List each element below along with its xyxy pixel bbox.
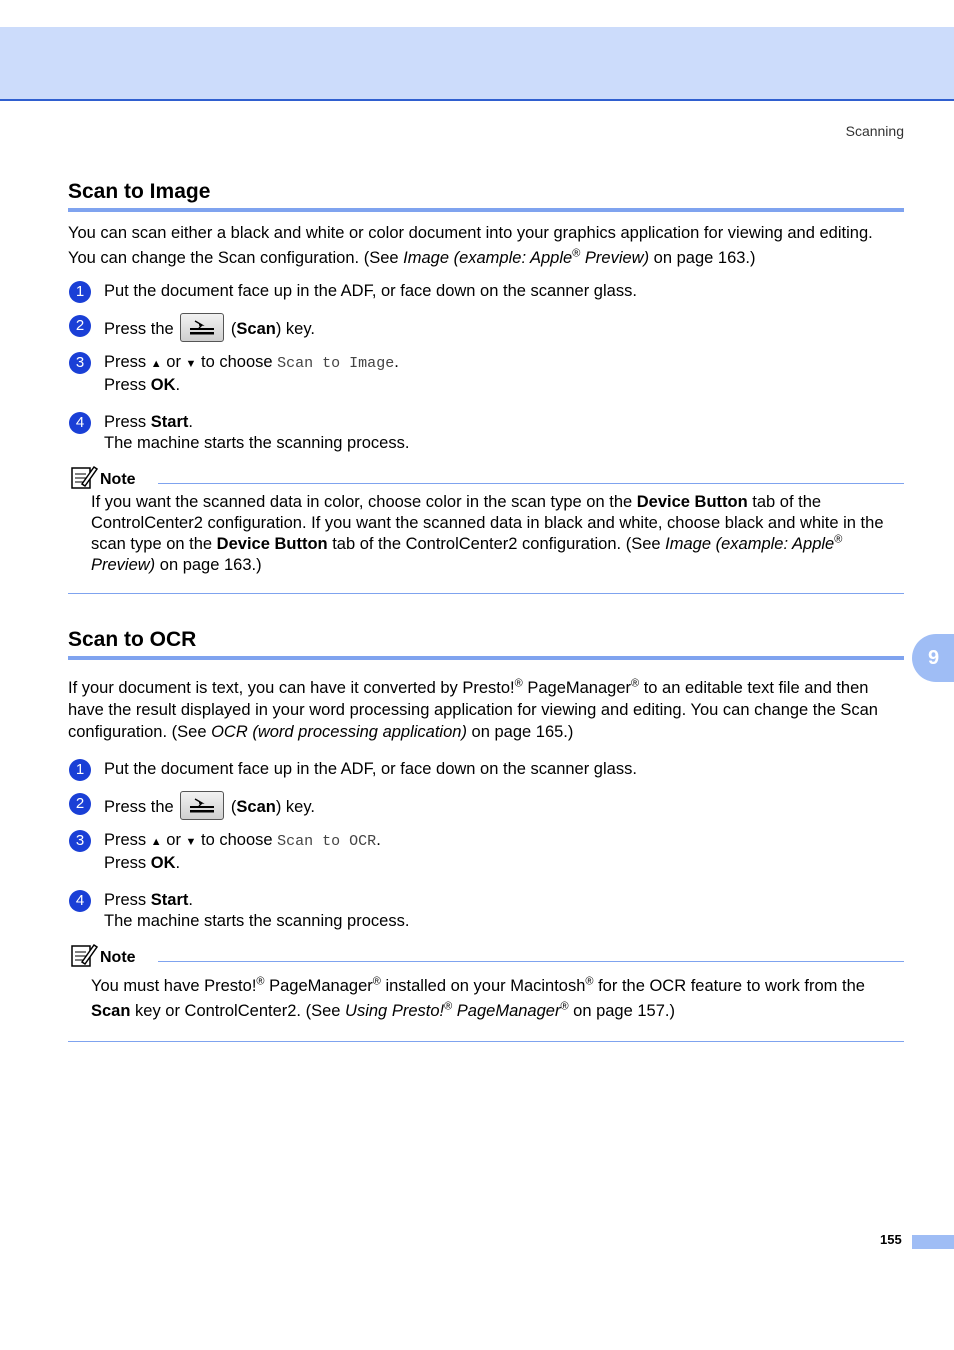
page-number-bar <box>912 1235 954 1249</box>
step-number-badge: 3 <box>69 830 91 852</box>
arrow-up-icon: ▲ <box>150 358 162 370</box>
menu-option-code: Scan to OCR <box>277 833 377 850</box>
section-scan-to-image <box>68 180 904 594</box>
note-label: Note <box>100 949 136 966</box>
note-header <box>68 946 904 970</box>
scan-key-icon[interactable] <box>180 791 224 820</box>
note-text: If you want the scanned data in color, choose color in the scan type on the Device Button tab of the ControlCenter2 configuration. If you want the scanned data in black and white, choose black and white in the scan type on the Device Button tab of the ControlCenter2 configuration. (See Image (example: Apple® Preview) on page 163.) <box>91 493 884 574</box>
step-number-badge: 2 <box>69 315 91 337</box>
step-3: 3 Press ▲ or ▼ to choose Scan to OCR. Press OK. <box>68 830 904 874</box>
step-number-badge: 4 <box>69 412 91 434</box>
step-number-badge: 1 <box>69 759 91 781</box>
note-header <box>68 468 904 492</box>
running-head: Scanning <box>845 123 904 139</box>
step-text: Put the document face up in the ADF, or face down on the scanner glass. <box>104 760 637 778</box>
note-divider <box>158 483 904 484</box>
section-heading: Scan to OCR <box>68 628 904 660</box>
note-end-divider <box>68 593 904 594</box>
note-pencil-icon <box>70 464 98 495</box>
step-text: Put the document face up in the ADF, or face down on the scanner glass. <box>104 282 637 300</box>
section-scan-to-ocr <box>68 628 904 1042</box>
intro-paragraph: You can scan either a black and white or color document into your graphics application for viewing and editing. You can change the Scan configuration. (See Image (example: Apple® Preview) on page 163.) <box>68 224 873 267</box>
step-4: 4 Press Start. The machine starts the scanning process. <box>68 890 904 932</box>
step-4: 4 Press Start. The machine starts the scanning process. <box>68 412 904 454</box>
step-3: 3 Press ▲ or ▼ to choose Scan to Image. Press OK. <box>68 352 904 396</box>
chapter-tab[interactable]: 9 <box>912 634 954 682</box>
note-end-divider <box>68 1041 904 1042</box>
arrow-down-icon: ▼ <box>185 358 197 370</box>
step-2: 2 Press the (Scan) key. <box>68 315 904 344</box>
arrow-down-icon: ▼ <box>185 836 197 848</box>
arrow-up-icon: ▲ <box>150 836 162 848</box>
intro-paragraph: If your document is text, you can have it converted by Presto!® PageManager® to an editable text file and then have the result displayed in your word processing application for viewing and editing. You can change the Scan configuration. (See OCR (word processing application) on page 165.) <box>68 677 878 741</box>
step-list <box>68 759 904 932</box>
scan-key-icon[interactable] <box>180 313 224 342</box>
menu-option-code: Scan to Image <box>277 355 395 372</box>
step-list <box>68 281 904 454</box>
step-2: 2 Press the (Scan) key. <box>68 793 904 822</box>
note-pencil-icon <box>70 942 98 973</box>
header-band <box>0 27 954 101</box>
note-divider <box>158 961 904 962</box>
step-number-badge: 4 <box>69 890 91 912</box>
note-label: Note <box>100 471 136 488</box>
section-heading: Scan to Image <box>68 180 904 212</box>
step-1 <box>68 281 904 302</box>
step-number-badge: 1 <box>69 281 91 303</box>
page-number: 155 <box>880 1232 902 1247</box>
step-1 <box>68 759 904 780</box>
step-number-badge: 3 <box>69 352 91 374</box>
step-number-badge: 2 <box>69 793 91 815</box>
note-text: You must have Presto!® PageManager® installed on your Macintosh® for the OCR feature to work from the Scan key or ControlCenter2. (See Using Presto!® PageManager® on page 157.) <box>91 975 865 1020</box>
